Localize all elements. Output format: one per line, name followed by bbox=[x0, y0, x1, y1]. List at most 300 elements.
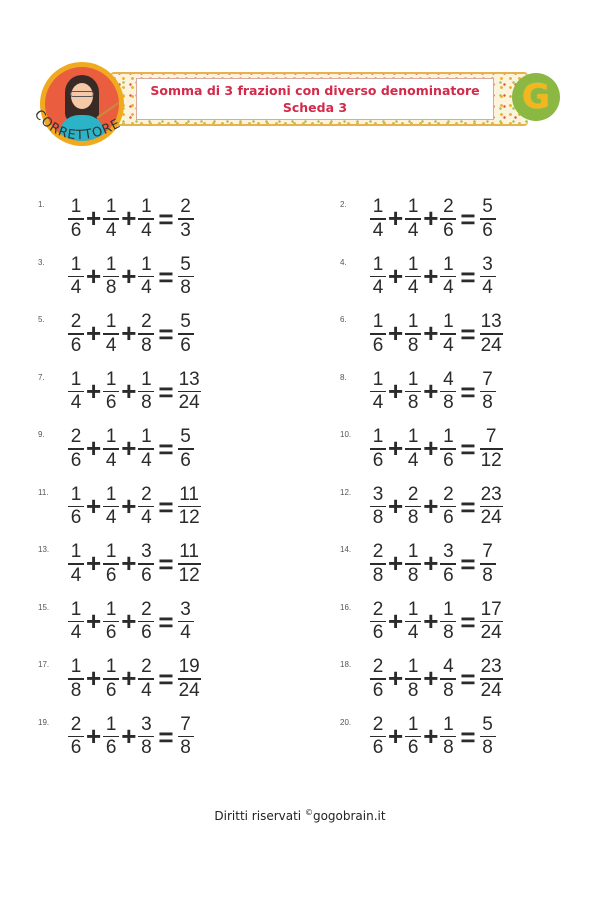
fraction-addend-1 bbox=[68, 715, 84, 759]
denominator: 8 bbox=[407, 564, 419, 586]
denominator: 24 bbox=[480, 622, 502, 644]
denominator: 4 bbox=[372, 392, 384, 414]
denominator: 6 bbox=[482, 219, 493, 241]
equals-sign: = bbox=[460, 491, 476, 522]
fraction-addend-1 bbox=[370, 485, 386, 529]
fraction-equation bbox=[68, 714, 194, 760]
exercise-number: 15. bbox=[38, 602, 50, 612]
fraction-addend-1 bbox=[370, 197, 386, 241]
fraction-addend-1 bbox=[68, 657, 84, 701]
plus-sign: + bbox=[423, 375, 439, 406]
equals-sign: = bbox=[158, 491, 174, 522]
plus-sign: + bbox=[423, 720, 439, 751]
plus-sign: + bbox=[388, 490, 404, 521]
denominator: 12 bbox=[178, 564, 200, 586]
fraction-addend-2 bbox=[103, 370, 119, 414]
denominator: 4 bbox=[70, 392, 82, 414]
denominator: 8 bbox=[443, 679, 454, 701]
denominator: 8 bbox=[105, 277, 117, 299]
fraction-addend-2 bbox=[405, 255, 421, 299]
plus-sign: + bbox=[86, 548, 102, 578]
plus-sign: + bbox=[86, 490, 102, 521]
numerator: 5 bbox=[180, 426, 191, 448]
fraction-equation bbox=[370, 599, 503, 645]
plus-sign: + bbox=[423, 433, 439, 463]
denominator: 4 bbox=[141, 219, 152, 241]
denominator: 6 bbox=[105, 622, 117, 644]
denominator: 8 bbox=[372, 564, 384, 586]
numerator: 1 bbox=[407, 713, 419, 735]
exercise-number: 8. bbox=[340, 372, 347, 382]
plus-sign: + bbox=[121, 375, 137, 406]
equals-sign: = bbox=[460, 721, 476, 752]
denominator: 24 bbox=[480, 679, 502, 701]
fraction-equation bbox=[370, 714, 496, 760]
plus-sign: + bbox=[423, 663, 439, 693]
denominator: 6 bbox=[407, 737, 419, 759]
plus-sign: + bbox=[121, 260, 137, 291]
plus-sign: + bbox=[388, 605, 404, 636]
fraction-addend-3 bbox=[138, 600, 154, 644]
denominator: 6 bbox=[372, 334, 384, 356]
denominator: 6 bbox=[105, 564, 117, 586]
fraction-addend-3 bbox=[138, 715, 154, 759]
numerator: 2 bbox=[141, 311, 152, 333]
numerator: 1 bbox=[372, 311, 384, 333]
fraction-addend-3 bbox=[138, 427, 154, 471]
denominator: 8 bbox=[482, 737, 493, 759]
fraction-addend-2 bbox=[405, 370, 421, 414]
equals-sign: = bbox=[460, 204, 476, 234]
numerator: 1 bbox=[70, 598, 82, 620]
fraction-addend-2 bbox=[103, 255, 119, 299]
denominator: 12 bbox=[178, 507, 200, 529]
numerator: 13 bbox=[178, 368, 200, 390]
equals-sign: = bbox=[460, 261, 476, 292]
numerator: 2 bbox=[372, 656, 384, 678]
fraction-result bbox=[480, 715, 496, 759]
numerator: 1 bbox=[372, 426, 384, 448]
exercise-number: 18. bbox=[340, 660, 352, 669]
numerator: 3 bbox=[372, 483, 384, 505]
plus-sign: + bbox=[86, 720, 102, 751]
numerator: 5 bbox=[482, 196, 493, 218]
fraction-addend-1 bbox=[370, 715, 386, 759]
denominator: 6 bbox=[141, 564, 152, 586]
denominator: 6 bbox=[180, 449, 191, 471]
equals-sign: = bbox=[460, 664, 476, 694]
numerator: 1 bbox=[105, 483, 117, 505]
fraction-equation bbox=[68, 369, 201, 415]
plus-sign: + bbox=[86, 203, 102, 233]
fraction-equation bbox=[370, 196, 496, 242]
worksheet-subtitle: Scheda 3 bbox=[282, 100, 348, 115]
exercise-number: 10. bbox=[340, 430, 352, 439]
numerator: 1 bbox=[105, 368, 117, 390]
numerator: 1 bbox=[407, 656, 419, 678]
numerator: 1 bbox=[70, 368, 82, 390]
numerator: 3 bbox=[141, 713, 152, 735]
numerator: 1 bbox=[141, 253, 152, 275]
fraction-addend-2 bbox=[103, 542, 119, 586]
exercise-number: 5. bbox=[38, 315, 45, 324]
denominator: 8 bbox=[443, 622, 454, 644]
numerator: 5 bbox=[180, 253, 191, 275]
exercise-number: 11. bbox=[38, 487, 49, 497]
numerator: 17 bbox=[480, 598, 502, 620]
denominator: 4 bbox=[141, 277, 152, 299]
numerator: 7 bbox=[482, 368, 493, 390]
numerator: 2 bbox=[372, 541, 384, 563]
fraction-result bbox=[178, 370, 201, 414]
denominator: 8 bbox=[407, 334, 419, 356]
denominator: 8 bbox=[141, 334, 152, 356]
denominator: 4 bbox=[105, 219, 117, 241]
numerator: 5 bbox=[180, 311, 191, 333]
fraction-equation bbox=[68, 541, 201, 587]
fraction-equation bbox=[370, 254, 496, 300]
plus-sign: + bbox=[121, 720, 137, 751]
fraction-result bbox=[480, 542, 496, 586]
fraction-addend-3 bbox=[440, 312, 456, 356]
plus-sign: + bbox=[423, 318, 439, 348]
denominator: 8 bbox=[482, 392, 493, 414]
denominator: 8 bbox=[407, 392, 419, 414]
numerator: 5 bbox=[482, 713, 493, 735]
numerator: 2 bbox=[70, 311, 82, 333]
denominator: 24 bbox=[178, 392, 200, 414]
numerator: 23 bbox=[480, 656, 502, 678]
numerator: 2 bbox=[372, 598, 384, 620]
plus-sign: + bbox=[388, 260, 404, 291]
fraction-addend-2 bbox=[103, 197, 119, 241]
plus-sign: + bbox=[423, 260, 439, 291]
plus-sign: + bbox=[388, 433, 404, 463]
fraction-result bbox=[178, 197, 194, 241]
numerator: 1 bbox=[105, 656, 117, 678]
exercise-number: 9. bbox=[38, 430, 45, 439]
fraction-addend-3 bbox=[440, 197, 456, 241]
numerator: 2 bbox=[407, 483, 419, 505]
denominator: 4 bbox=[70, 277, 82, 299]
gogobrain-logo-icon: G bbox=[512, 73, 560, 121]
fraction-addend-1 bbox=[68, 600, 84, 644]
numerator: 4 bbox=[443, 368, 454, 390]
fraction-result bbox=[178, 312, 194, 356]
numerator: 3 bbox=[482, 253, 493, 275]
numerator: 1 bbox=[141, 426, 152, 448]
equals-sign: = bbox=[158, 204, 174, 234]
numerator: 1 bbox=[407, 253, 419, 275]
numerator: 2 bbox=[443, 483, 454, 505]
denominator: 4 bbox=[70, 622, 82, 644]
denominator: 4 bbox=[407, 622, 419, 644]
denominator: 4 bbox=[443, 334, 454, 356]
fraction-result bbox=[480, 197, 496, 241]
plus-sign: + bbox=[388, 720, 404, 751]
fraction-addend-3 bbox=[440, 255, 456, 299]
fraction-equation bbox=[68, 254, 194, 300]
plus-sign: + bbox=[121, 548, 137, 578]
fraction-result bbox=[178, 542, 201, 586]
fraction-equation bbox=[370, 484, 503, 530]
fraction-addend-3 bbox=[440, 427, 456, 471]
denominator: 8 bbox=[407, 679, 419, 701]
fraction-result bbox=[178, 600, 194, 644]
fraction-addend-3 bbox=[138, 485, 154, 529]
numerator: 1 bbox=[407, 196, 419, 218]
fraction-addend-2 bbox=[103, 657, 119, 701]
plus-sign: + bbox=[423, 490, 439, 521]
equals-sign: = bbox=[158, 376, 174, 407]
numerator: 13 bbox=[480, 311, 502, 333]
plus-sign: + bbox=[423, 605, 439, 636]
plus-sign: + bbox=[388, 663, 404, 693]
fraction-addend-1 bbox=[370, 600, 386, 644]
denominator: 12 bbox=[480, 449, 502, 471]
plus-sign: + bbox=[388, 375, 404, 406]
exercise-number: 17. bbox=[38, 660, 50, 669]
denominator: 4 bbox=[407, 219, 419, 241]
numerator: 7 bbox=[485, 426, 497, 448]
plus-sign: + bbox=[86, 375, 102, 406]
fraction-addend-3 bbox=[440, 485, 456, 529]
denominator: 6 bbox=[70, 449, 82, 471]
denominator: 4 bbox=[372, 219, 384, 241]
fraction-addend-3 bbox=[440, 715, 456, 759]
denominator: 6 bbox=[443, 219, 454, 241]
fraction-addend-2 bbox=[405, 485, 421, 529]
worksheet-header bbox=[0, 0, 600, 170]
fraction-result bbox=[480, 485, 503, 529]
numerator: 1 bbox=[141, 196, 152, 218]
numerator: 7 bbox=[482, 541, 493, 563]
plus-sign: + bbox=[121, 318, 137, 348]
fraction-addend-2 bbox=[405, 657, 421, 701]
fraction-result bbox=[480, 427, 503, 471]
fraction-addend-2 bbox=[405, 715, 421, 759]
exercise-number: 12. bbox=[340, 487, 352, 497]
equals-sign: = bbox=[158, 606, 174, 637]
numerator: 1 bbox=[70, 483, 82, 505]
denominator: 4 bbox=[141, 449, 152, 471]
fraction-equation bbox=[68, 426, 194, 472]
fraction-equation bbox=[68, 599, 194, 645]
numerator: 3 bbox=[443, 541, 454, 563]
numerator: 1 bbox=[443, 598, 454, 620]
numerator: 4 bbox=[443, 656, 454, 678]
plus-sign: + bbox=[388, 203, 404, 233]
fraction-equation bbox=[68, 311, 194, 357]
denominator: 4 bbox=[443, 277, 454, 299]
denominator: 6 bbox=[443, 449, 454, 471]
exercise-number: 16. bbox=[340, 602, 352, 612]
numerator: 1 bbox=[407, 311, 419, 333]
fraction-equation bbox=[370, 656, 503, 702]
fraction-result bbox=[178, 715, 194, 759]
denominator: 4 bbox=[372, 277, 384, 299]
exercise-number: 2. bbox=[340, 200, 347, 209]
equals-sign: = bbox=[158, 549, 174, 579]
equals-sign: = bbox=[460, 319, 476, 349]
plus-sign: + bbox=[86, 260, 102, 291]
numerator: 1 bbox=[105, 311, 117, 333]
numerator: 1 bbox=[70, 253, 82, 275]
exercise-number: 6. bbox=[340, 315, 347, 324]
corrector-label: CORRETTORE bbox=[30, 108, 124, 144]
fraction-result bbox=[480, 657, 503, 701]
denominator: 6 bbox=[372, 679, 384, 701]
denominator: 4 bbox=[70, 564, 82, 586]
numerator: 1 bbox=[372, 196, 384, 218]
fraction-addend-1 bbox=[68, 197, 84, 241]
numerator: 2 bbox=[141, 656, 152, 678]
fraction-addend-1 bbox=[370, 657, 386, 701]
exercise-number: 7. bbox=[38, 372, 45, 382]
denominator: 8 bbox=[443, 737, 454, 759]
numerator: 1 bbox=[407, 426, 419, 448]
numerator: 1 bbox=[407, 541, 419, 563]
glasses-icon bbox=[70, 91, 94, 97]
denominator: 4 bbox=[482, 277, 493, 299]
denominator: 6 bbox=[443, 507, 454, 529]
fraction-addend-2 bbox=[405, 600, 421, 644]
equals-sign: = bbox=[460, 376, 476, 407]
denominator: 8 bbox=[482, 564, 493, 586]
fraction-addend-3 bbox=[138, 657, 154, 701]
fraction-result bbox=[178, 255, 194, 299]
denominator: 8 bbox=[180, 737, 191, 759]
plus-sign: + bbox=[388, 548, 404, 578]
fraction-addend-3 bbox=[138, 197, 154, 241]
denominator: 4 bbox=[105, 334, 117, 356]
numerator: 3 bbox=[180, 598, 191, 620]
worksheet-title: Somma di 3 frazioni con diverso denominatore bbox=[150, 83, 480, 98]
denominator: 6 bbox=[70, 219, 82, 241]
fraction-equation bbox=[68, 484, 201, 530]
denominator: 8 bbox=[70, 679, 82, 701]
numerator: 2 bbox=[70, 713, 82, 735]
plus-sign: + bbox=[423, 203, 439, 233]
denominator: 8 bbox=[372, 507, 384, 529]
numerator: 2 bbox=[141, 483, 152, 505]
fraction-addend-1 bbox=[68, 312, 84, 356]
denominator: 6 bbox=[443, 564, 454, 586]
denominator: 24 bbox=[178, 679, 200, 701]
denominator: 24 bbox=[480, 334, 502, 356]
denominator: 4 bbox=[105, 449, 117, 471]
plus-sign: + bbox=[121, 203, 137, 233]
numerator: 1 bbox=[105, 253, 117, 275]
numerator: 2 bbox=[443, 196, 454, 218]
numerator: 1 bbox=[70, 196, 82, 218]
exercise-number: 3. bbox=[38, 257, 45, 267]
fraction-addend-2 bbox=[405, 197, 421, 241]
numerator: 1 bbox=[407, 368, 419, 390]
fraction-addend-3 bbox=[138, 370, 154, 414]
fraction-result bbox=[178, 427, 194, 471]
fraction-equation bbox=[370, 369, 496, 415]
fraction-addend-2 bbox=[405, 312, 421, 356]
fraction-addend-1 bbox=[370, 427, 386, 471]
plus-sign: + bbox=[86, 318, 102, 348]
numerator: 23 bbox=[480, 483, 502, 505]
denominator: 4 bbox=[105, 507, 117, 529]
fraction-addend-2 bbox=[405, 427, 421, 471]
denominator: 6 bbox=[141, 622, 152, 644]
copyright-symbol: © bbox=[304, 808, 313, 817]
fraction-addend-1 bbox=[68, 542, 84, 586]
denominator: 8 bbox=[443, 392, 454, 414]
fraction-addend-3 bbox=[138, 312, 154, 356]
numerator: 2 bbox=[70, 426, 82, 448]
denominator: 6 bbox=[70, 334, 82, 356]
equals-sign: = bbox=[158, 434, 174, 464]
numerator: 7 bbox=[180, 713, 191, 735]
denominator: 4 bbox=[141, 679, 152, 701]
fraction-addend-1 bbox=[68, 485, 84, 529]
plus-sign: + bbox=[86, 433, 102, 463]
fraction-addend-1 bbox=[370, 542, 386, 586]
footer-text: Diritti riservati bbox=[214, 809, 305, 823]
denominator: 4 bbox=[407, 277, 419, 299]
denominator: 6 bbox=[70, 507, 82, 529]
denominator: 6 bbox=[105, 392, 117, 414]
numerator: 19 bbox=[178, 656, 200, 678]
plus-sign: + bbox=[121, 490, 137, 521]
denominator: 3 bbox=[180, 219, 191, 241]
fraction-equation bbox=[370, 426, 503, 472]
numerator: 1 bbox=[443, 253, 454, 275]
denominator: 6 bbox=[372, 737, 384, 759]
plus-sign: + bbox=[121, 433, 137, 463]
fraction-equation bbox=[68, 196, 194, 242]
exercise-number: 19. bbox=[38, 717, 50, 727]
fraction-equation bbox=[370, 311, 503, 357]
exercise-number: 4. bbox=[340, 257, 347, 267]
denominator: 8 bbox=[180, 277, 191, 299]
fraction-addend-1 bbox=[68, 255, 84, 299]
denominator: 4 bbox=[180, 622, 191, 644]
numerator: 1 bbox=[105, 541, 117, 563]
denominator: 6 bbox=[70, 737, 82, 759]
denominator: 6 bbox=[372, 449, 384, 471]
fraction-addend-1 bbox=[370, 370, 386, 414]
numerator: 2 bbox=[141, 598, 152, 620]
denominator: 6 bbox=[105, 737, 117, 759]
fraction-addend-3 bbox=[138, 542, 154, 586]
numerator: 1 bbox=[105, 196, 117, 218]
numerator: 1 bbox=[141, 368, 152, 390]
numerator: 2 bbox=[180, 196, 191, 218]
fraction-result bbox=[480, 312, 503, 356]
numerator: 1 bbox=[70, 656, 82, 678]
footer-site: gogobrain.it bbox=[312, 809, 386, 823]
numerator: 1 bbox=[70, 541, 82, 563]
numerator: 1 bbox=[372, 368, 384, 390]
plus-sign: + bbox=[121, 663, 137, 693]
fraction-equation bbox=[370, 541, 496, 587]
plus-sign: + bbox=[121, 605, 137, 636]
exercise-number: 1. bbox=[38, 200, 45, 209]
fraction-addend-1 bbox=[370, 255, 386, 299]
exercise-number: 13. bbox=[38, 545, 50, 554]
exercise-number: 20. bbox=[340, 717, 352, 727]
denominator: 24 bbox=[480, 507, 502, 529]
fraction-addend-2 bbox=[103, 312, 119, 356]
title-box bbox=[136, 78, 494, 120]
numerator: 1 bbox=[407, 598, 419, 620]
